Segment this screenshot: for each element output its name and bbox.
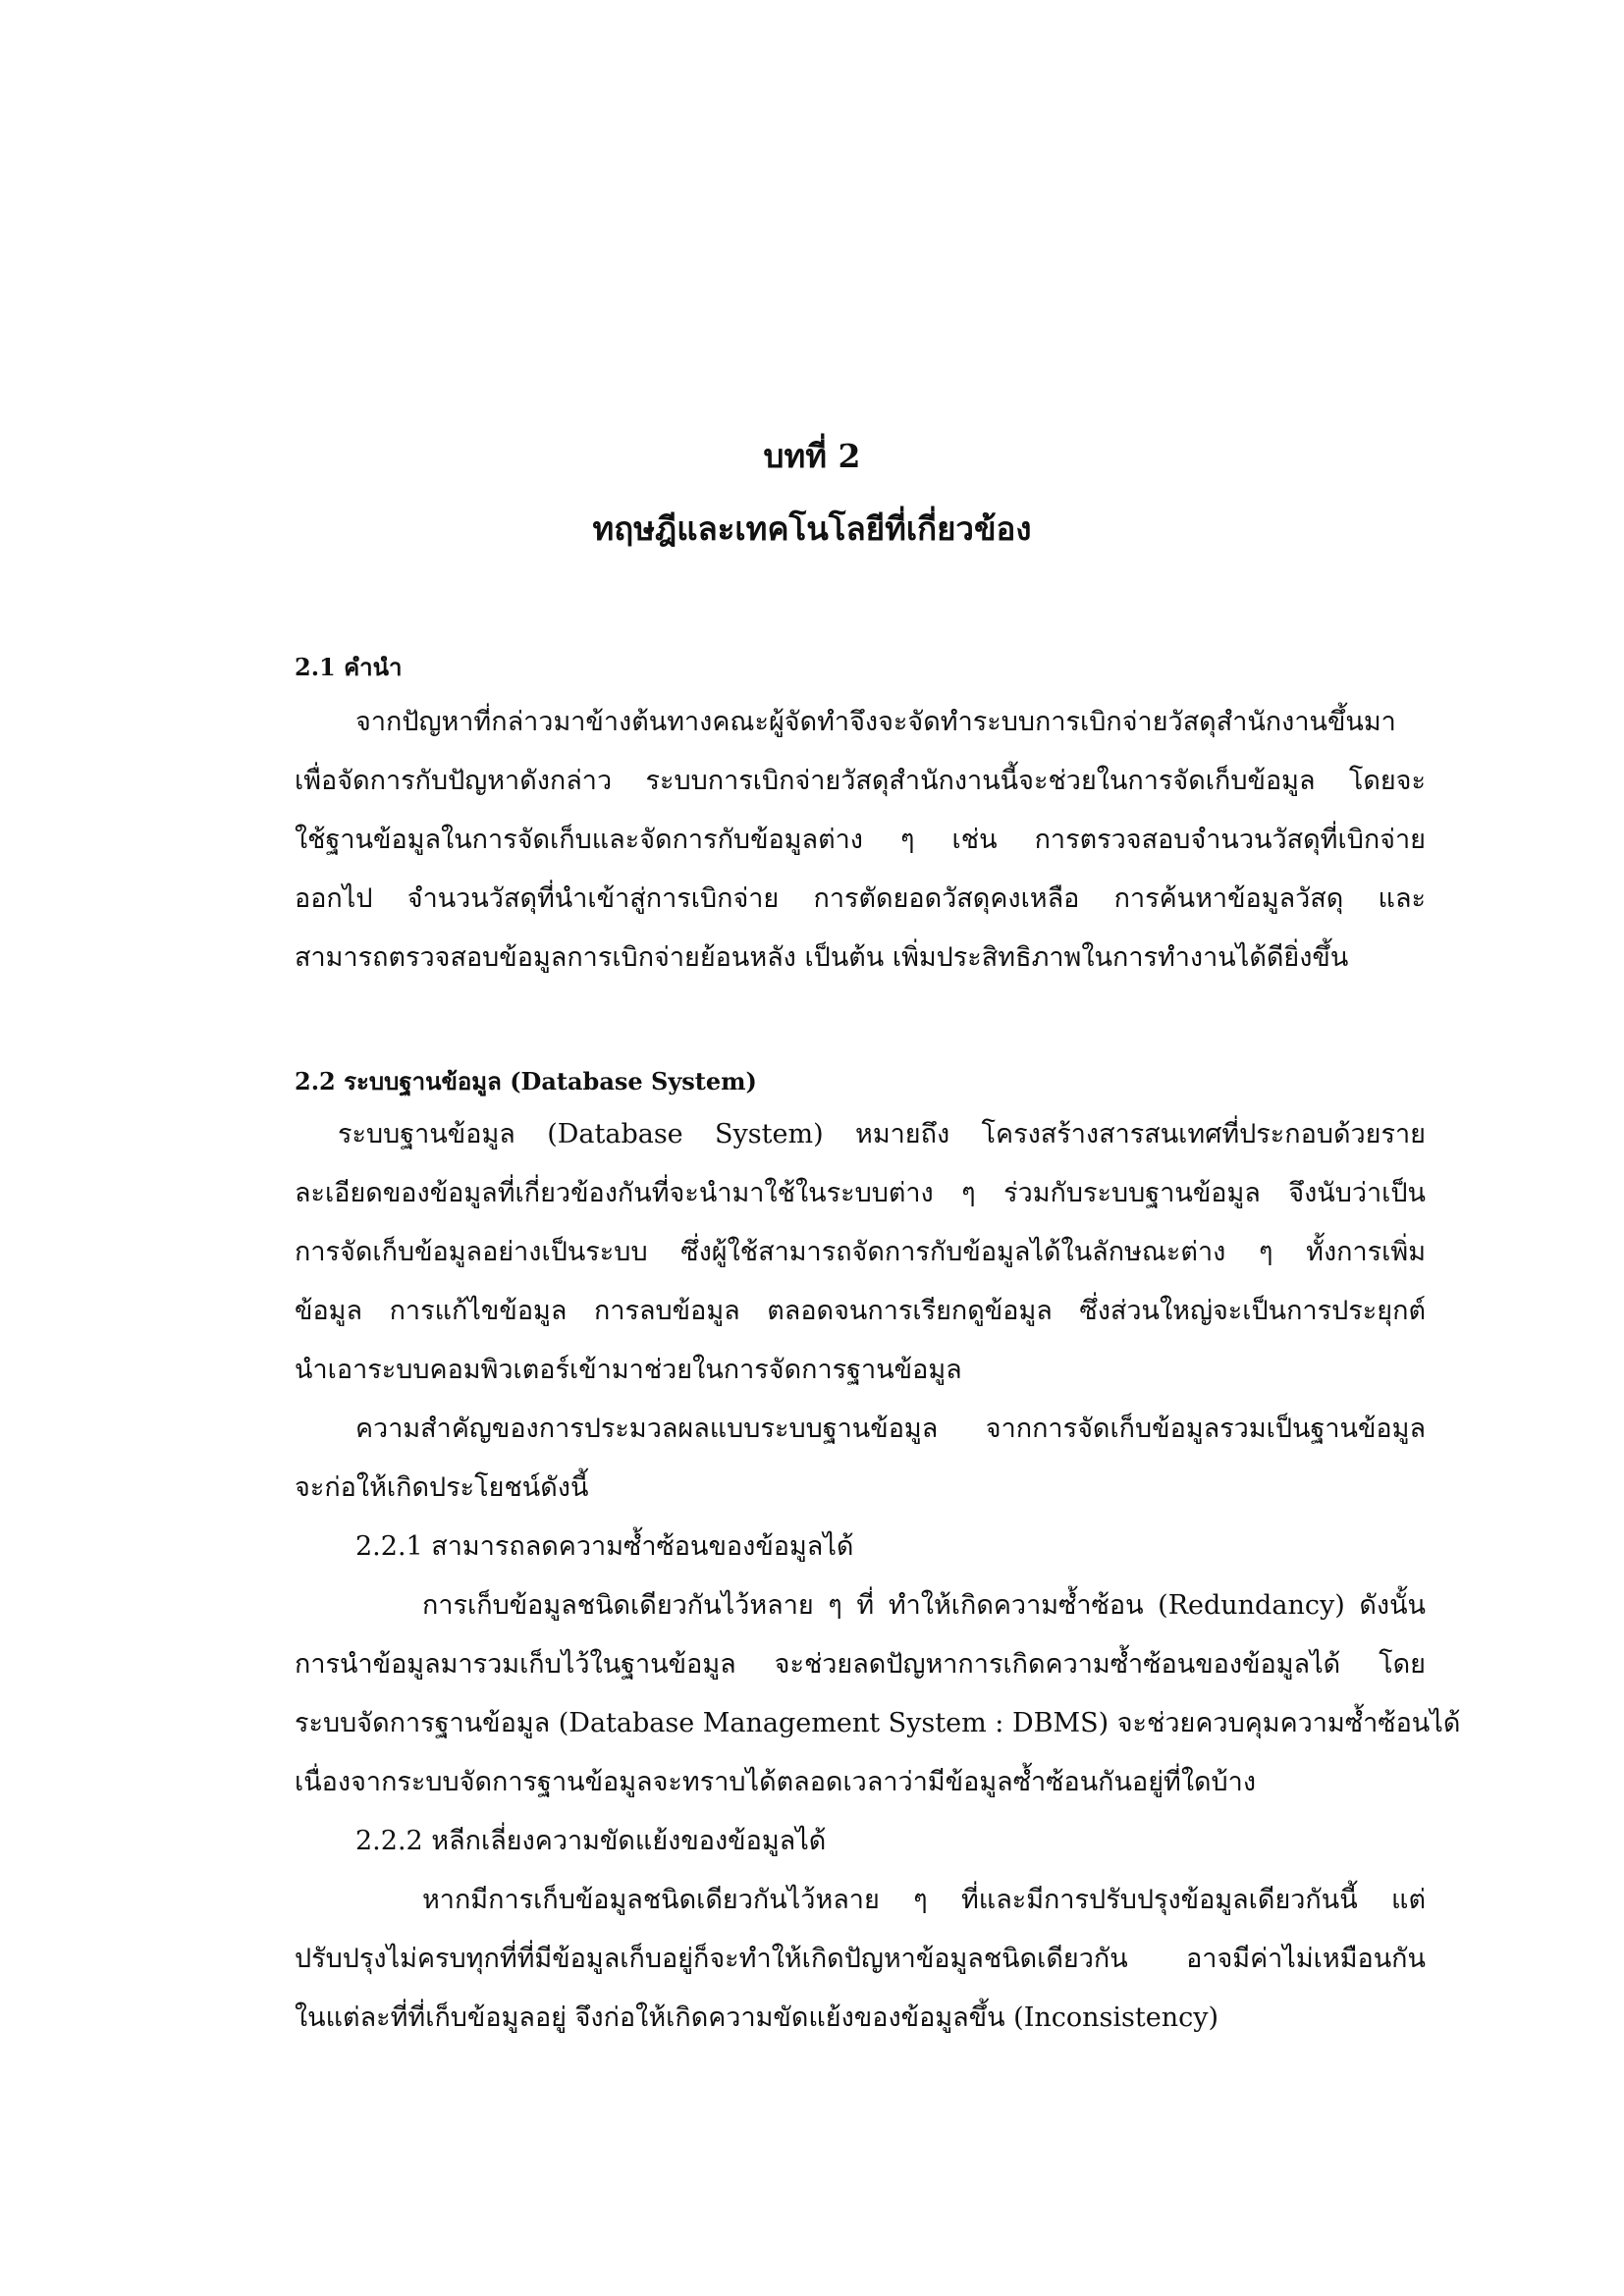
paragraph-line: ระบบฐานข้อมูล (Database System) หมายถึง โครงสร้างสารสนเทศที่ประกอบด้วยราย — [338, 1119, 1426, 1149]
paragraph-line: หากมีการเก็บข้อมูลชนิดเดียวกันไว้หลาย ๆ ที่และมีการปรับปรุงข้อมูลเดียวกันนี้ แต่ — [422, 1885, 1426, 1915]
paragraph-line: จะก่อให้เกิดประโยชน์ดังนี้ — [295, 1472, 589, 1503]
paragraph-line: ความสำคัญของการประมวลผลแบบระบบฐานข้อมูล จากการจัดเก็บข้อมูลรวมเป็นฐานข้อมูล — [355, 1414, 1426, 1444]
paragraph-line: ละเอียดของข้อมูลที่เกี่ยวข้องกันที่จะนำมาใช้ในระบบต่าง ๆ ร่วมกับระบบฐานข้อมูล จึงนับว่าเป็น — [295, 1178, 1426, 1208]
paragraph-line: เพื่อจัดการกับปัญหาดังกล่าว ระบบการเบิกจ่ายวัสดุสำนักงานนี้จะช่วยในการจัดเก็บข้อมูล โดยจะ — [295, 766, 1426, 796]
paragraph-line: นำเอาระบบคอมพิวเตอร์เข้ามาช่วยในการจัดการฐานข้อมูล — [295, 1355, 962, 1385]
chapter-number: บทที่ 2 — [763, 437, 861, 475]
paragraph-line: ระบบจัดการฐานข้อมูล (Database Management System : DBMS) จะช่วยควบคุมความซ้ำซ้อนได้ — [295, 1708, 1461, 1738]
paragraph-line: ปรับปรุงไม่ครบทุกที่ที่มีข้อมูลเก็บอยู่ก็จะทำให้เกิดปัญหาข้อมูลชนิดเดียวกัน อาจมีค่าไม่เหมือนกัน — [295, 1944, 1426, 1974]
paragraph-line: การเก็บข้อมูลชนิดเดียวกันไว้หลาย ๆ ที่ ทำให้เกิดความซ้ำซ้อน (Redundancy) ดังนั้น — [422, 1590, 1426, 1621]
paragraph-line: จากปัญหาที่กล่าวมาข้างต้นทางคณะผู้จัดทำจึงจะจัดทำระบบการเบิกจ่ายวัสดุสำนักงานขึ้นมา — [355, 707, 1396, 737]
chapter-title: ทฤษฎีและเทคโนโลยีที่เกี่ยวข้อง — [592, 509, 1032, 548]
paragraph-line: ในแต่ละที่ที่เก็บข้อมูลอยู่ จึงก่อให้เกิดความขัดแย้งของข้อมูลขึ้น (Inconsistency) — [295, 2002, 1219, 2033]
paragraph-line: ออกไป จำนวนวัสดุที่นำเข้าสู่การเบิกจ่าย การตัดยอดวัสดุคงเหลือ การค้นหาข้อมูลวัสดุ และ — [295, 883, 1426, 914]
subsection-2-2-1-heading: 2.2.1 สามารถลดความซ้ำซ้อนของข้อมูลได้ — [355, 1531, 854, 1562]
section-2-2-heading: 2.2 ระบบฐานข้อมูล (Database System) — [295, 1067, 757, 1095]
paragraph-line: เนื่องจากระบบจัดการฐานข้อมูลจะทราบได้ตลอดเวลาว่ามีข้อมูลซ้ำซ้อนกันอยู่ที่ใดบ้าง — [295, 1767, 1257, 1797]
paragraph-line: ใช้ฐานข้อมูลในการจัดเก็บและจัดการกับข้อมูลต่าง ๆ เช่น การตรวจสอบจำนวนวัสดุที่เบิกจ่าย — [295, 825, 1426, 855]
subsection-2-2-2-heading: 2.2.2 หลีกเลี่ยงความขัดแย้งของข้อมูลได้ — [355, 1826, 827, 1856]
paragraph-line: สามารถตรวจสอบข้อมูลการเบิกจ่ายย้อนหลัง เป็นต้น เพิ่มประสิทธิภาพในการทำงานได้ดียิ่งขึ้น — [295, 942, 1349, 973]
paragraph-line: การจัดเก็บข้อมูลอย่างเป็นระบบ ซึ่งผู้ใช้สามารถจัดการกับข้อมูลได้ในลักษณะต่าง ๆ ทั้งการเพิ่ม — [295, 1237, 1426, 1267]
paragraph-line: การนำข้อมูลมารวมเก็บไว้ในฐานข้อมูล จะช่วยลดปัญหาการเกิดความซ้ำซ้อนของข้อมูลได้ โดย — [295, 1649, 1426, 1680]
section-2-1-heading: 2.1 คำนำ — [295, 653, 403, 681]
paragraph-line: ข้อมูล การแก้ไขข้อมูล การลบข้อมูล ตลอดจนการเรียกดูข้อมูล ซึ่งส่วนใหญ่จะเป็นการประยุกต์ — [295, 1296, 1426, 1326]
